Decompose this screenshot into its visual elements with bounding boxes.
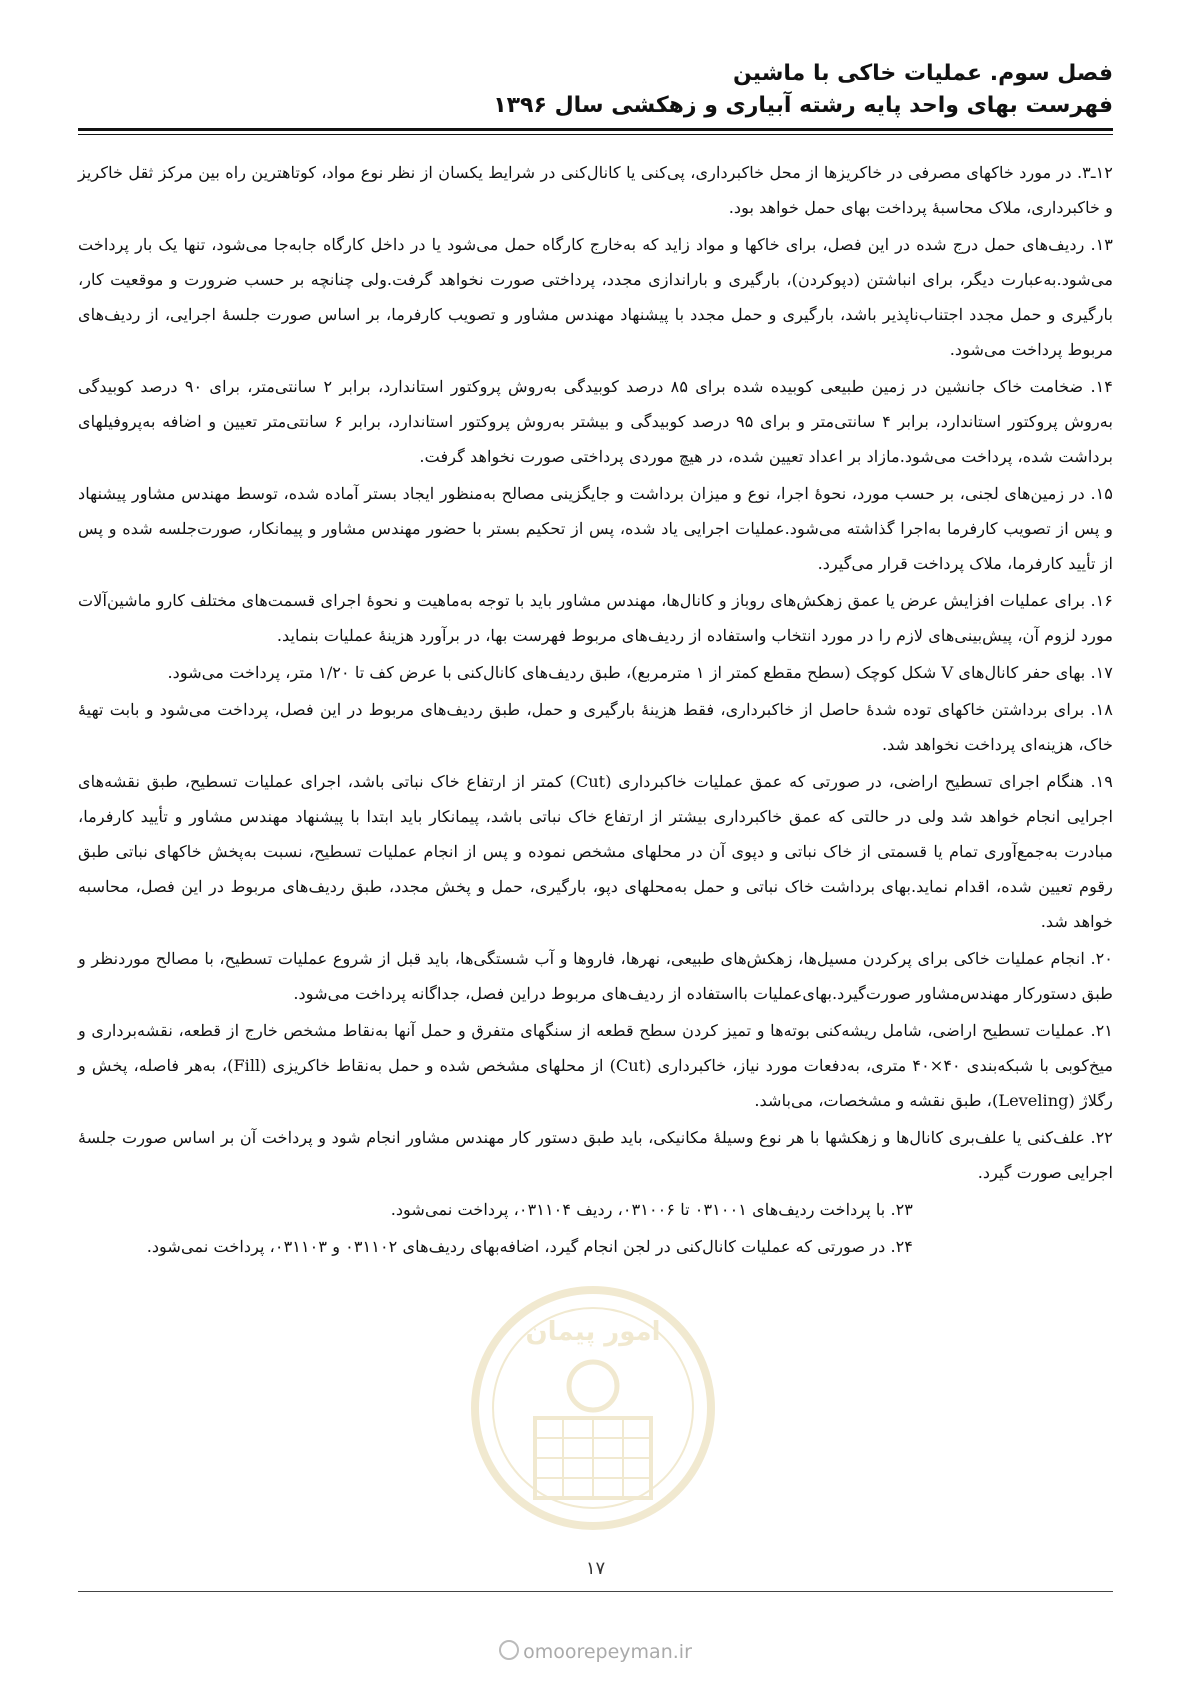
paragraph-15: ۱۵. در زمین‌های لجنی، بر حسب مورد، نحوهٔ اجرا، نوع و میزان برداشت و جایگزینی مصالح به‌منظور ایجاد بستر آماده شده، توسط مهندس مشاور پیشنهاد و پس از تصویب کارفرما به‌اجرا گذاشته می‌شود.عملیات اجرایی یاد شده، پس از تحکیم بستر با حضور مهندس مشاور و پیمانکار، صورت‌جلسه شده و پس از تأیید کارفرما، ملاک پرداخت قرار می‌گیرد.: [78, 484, 1113, 573]
paragraph-13: ۱۳. ردیف‌های حمل درج شده در این فصل، برای خاکها و مواد زاید که به‌خارج کارگاه حمل می‌شود یا در داخل کارگاه جابه‌جا می‌شود، تنها یک بار پرداخت می‌شود.به‌عبارت دیگر، برای انباشتن (دپوکردن)، بارگیری و باراندازی مجدد، پرداختی صورت نخواهد گرفت.ولی چنانچه بر حسب ضرورت و موقعیت کار، بارگیری و حمل مجدد اجتناب‌ناپذیر باشد، بارگیری و حمل مجدد با پیشنهاد مهندس مشاور و تصویب کارفرما، بر اساس صورت جلسهٔ اجرایی، از ردیف‌های مربوط پرداخت می‌شود.: [78, 235, 1113, 359]
header-rule-thick: [78, 128, 1113, 131]
paragraph-3-12: ۱۲ـ۳. در مورد خاکهای مصرفی در خاکریزها از محل خاکبرداری، پی‌کنی یا کانال‌کنی در شرایط یکسان از نظر نوع مواد، کوتاهترین راه بین مرکز ثقل خاکریز و خاکبرداری، ملاک محاسبهٔ پرداخت بهای حمل خواهد بود.: [78, 163, 1113, 217]
document-body: [78, 155, 1113, 1266]
paragraph-20: ۲۰. انجام عملیات خاکی برای پرکردن مسیل‌ها، زهکش‌های طبیعی، نهرها، فاروها و آب شستگی‌ها، باید قبل از شروع عملیات تسطیح، با مصالح موردنظر و طبق دستورکار مهندس‌مشاور صورت‌گیرد.بهای‌عملیات بااستفاده از ردیف‌های مربوط دراین فصل، جداگانه پرداخت می‌شود.: [78, 949, 1113, 1003]
paragraph-24: ۲۴. در صورتی که عملیات کانال‌کنی در لجن انجام گیرد، اضافه‌بهای ردیف‌های ۰۳۱۱۰۲ و ۰۳۱۱۰۳، پرداخت نمی‌شود.: [146, 1237, 913, 1256]
paragraph-22: ۲۲. علف‌کنی یا علف‌بری کانال‌ها و زهکشها با هر نوع وسیلهٔ مکانیکی، باید طبق دستور کار مهندس مشاور انجام شود و پرداخت آن بر اساس صورت جلسهٔ اجرایی صورت گیرد.: [78, 1128, 1113, 1182]
paragraph-16: ۱۶. برای عملیات افزایش عرض یا عمق زهکش‌های روباز و کانال‌ها، مهندس مشاور باید با توجه به‌ماهیت و نحوهٔ اجرای قسمت‌های مختلف کارو ماشین‌آلات مورد لزوم آن، پیش‌بینی‌های لازم را در مورد انتخاب واستفاده از ردیف‌های مربوط فهرست بها، در برآورد هزینهٔ عملیات بنماید.: [78, 591, 1113, 645]
paragraph-23: ۲۳. با پرداخت ردیف‌های ۰۳۱۰۰۱ تا ۰۳۱۰۰۶، ردیف ۰۳۱۱۰۴، پرداخت نمی‌شود.: [390, 1200, 913, 1219]
footer-rule: [78, 1591, 1113, 1592]
seal-watermark-icon: [443, 1268, 743, 1588]
paragraph-21: ۲۱. عملیات تسطیح اراضی، شامل ریشه‌کنی بوته‌ها و تمیز کردن سطح قطعه از سنگهای متفرق و حمل آنها به‌نقاط مشخص خارج از قطعه، نقشه‌برداری و میخ‌کوبی با شبکه‌بندی ۴۰×۴۰ متری، به‌دفعات مورد نیاز، خاکبرداری (Cut) از محلهای مشخص شده و حمل به‌نقاط خاکریزی (Fill)، به‌هر فاصله، پخش و رگلاژ (Leveling)، طبق نقشه و مشخصات، می‌باشد.: [78, 1021, 1114, 1110]
page-header: [78, 58, 1113, 122]
chapter-title: فصل سوم. عملیات خاکی با ماشین: [732, 61, 1113, 86]
header-rule-thin: [78, 134, 1113, 135]
paragraph-19: ۱۹. هنگام اجرای تسطیح اراضی، در صورتی که عمق عملیات خاکبرداری (Cut) کمتر از ارتفاع خاک نباتی باشد، اجرای عملیات تسطیح، طبق نقشه‌های اجرایی انجام خواهد شد ولی در حالتی که عمق خاکبرداری بیشتر از ارتفاع خاک نباتی باشد، پیمانکار باید ابتدا با پیشنهاد مهندس مشاور و تأیید کارفرما، مبادرت به‌جمع‌آوری تمام یا قسمتی از خاک نباتی و دپوی آن در محلهای مشخص نموده و پس از انجام عملیات تسطیح، نسبت به‌پخش خاکهای نباتی طبق رقوم تعیین شده، اقدام نماید.بهای برداشت خاک نباتی و حمل به‌محلهای دپو، بارگیری، حمل و پخش مجدد، طبق ردیف‌های مربوط در این فصل، محاسبه خواهد شد.: [78, 772, 1113, 931]
site-watermark: [0, 1640, 1191, 1663]
page-number: ۱۷: [585, 1558, 606, 1579]
price-list-title: فهرست بهای واحد پایه رشته آبیاری و زهکشی سال ۱۳۹۶: [493, 93, 1113, 118]
seal-lettering: امور پیمان: [525, 1317, 661, 1347]
paragraph-14: ۱۴. ضخامت خاک جانشین در زمین طبیعی کوبیده شده برای ۸۵ درصد کوبیدگی به‌روش پروکتور استاندارد، برابر ۲ سانتی‌متر، برای ۹۰ درصد کوبیدگی به‌روش پروکتور استاندارد، برابر ۴ سانتی‌متر و برای ۹۵ درصد کوبیدگی و بیشتر به‌روش پروکتور استاندارد، برابر ۶ سانتی‌متر تعیین و اضافه به‌پروفیلهای برداشت شده، پرداخت می‌شود.مازاد بر اعداد تعیین شده، در هیچ موردی پرداختی صورت نخواهد گرفت.: [78, 377, 1113, 466]
paragraph-17: ۱۷. بهای حفر کانال‌های V شکل کوچک (سطح مقطع کمتر از ۱ مترمربع)، طبق ردیف‌های کانال‌کنی با عرض کف تا ۱/۲۰ متر، پرداخت می‌شود.: [167, 663, 1113, 682]
at-sign-icon: [499, 1640, 519, 1660]
site-watermark-text: omoorepeyman.ir: [523, 1641, 692, 1663]
paragraph-18: ۱۸. برای برداشتن خاکهای توده شدهٔ حاصل از خاکبرداری، فقط هزینهٔ بارگیری و حمل، طبق ردیف‌های مربوط در این فصل، پرداخت می‌شود و بابت تهیهٔ خاک، هزینه‌ای پرداخت نخواهد شد.: [78, 700, 1113, 754]
